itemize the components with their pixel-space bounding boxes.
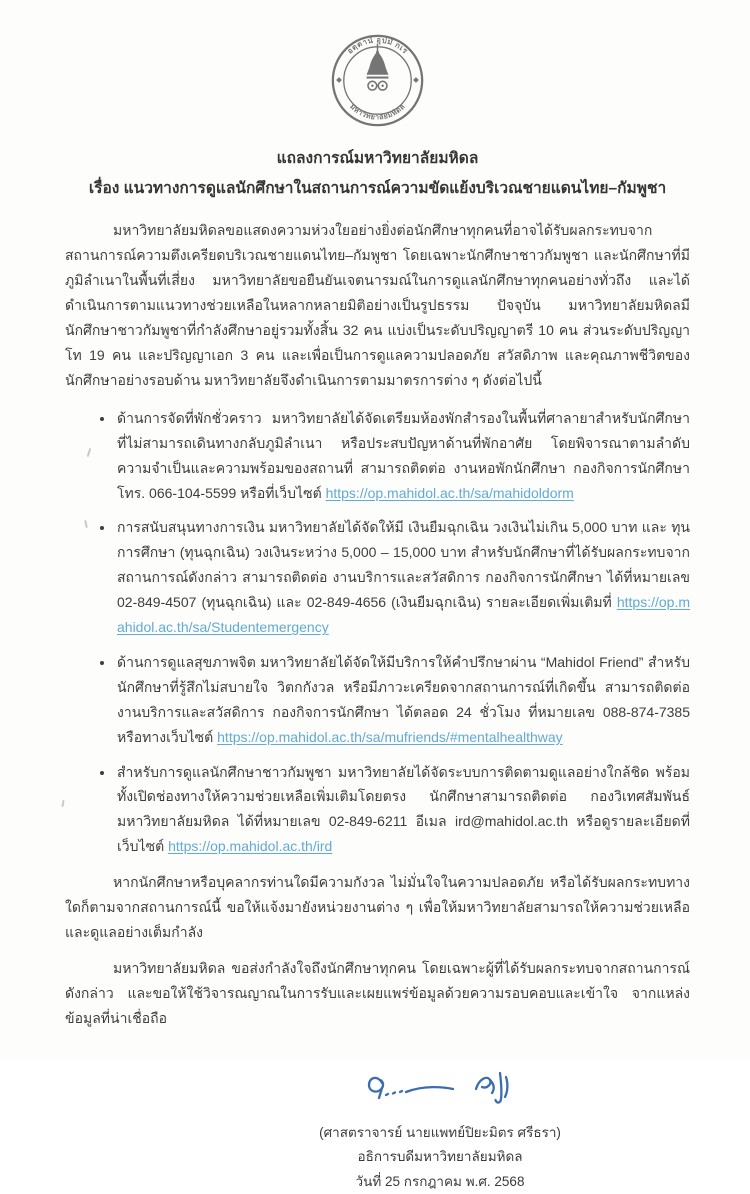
signatory-position: อธิการบดีมหาวิทยาลัยมหิดล — [357, 1149, 523, 1165]
measure-item — [115, 515, 690, 640]
mahidol-university-seal — [330, 33, 425, 128]
measure-item — [115, 760, 690, 860]
measure-item — [115, 650, 690, 750]
measure-link[interactable]: https://op.mahidol.ac.th/sa/Studentemergency — [117, 594, 691, 636]
closing-paragraph-1: หากนักศึกษาหรือบุคลากรท่านใดมีความกังวล ไม่มั่นใจในความปลอดภัย หรือได้รับผลกระทบทางใดก็ตามจากสถานการณ์นี้ ขอให้แจ้งมายังหน่วยงานต่าง ๆ เพื่อให้มหาวิทยาลัยสามารถให้ความช่วยเหลือและดูแลอย่างเต็มกำลัง — [65, 874, 690, 940]
signature-block — [275, 1061, 605, 1194]
seal-bottom-text: มหาวิทยาลัยมหิดล — [348, 101, 407, 122]
closing-paragraph-2: มหาวิทยาลัยมหิดล ขอส่งกำลังใจถึงนักศึกษาทุกคน โดยเฉพาะผู้ที่ได้รับผลกระทบจากสถานการณ์ดังกล่าว และขอให้ใช้วิจารณญาณในการรับและเผยแพร่ข้อมูลด้วยความรอบคอบและเข้าใจ จากแหล่งข้อมูลที่น่าเชื่อถือ — [65, 959, 690, 1026]
measure-text: ด้านการดูแลสุขภาพจิต มหาวิทยาลัยได้จัดให้มีบริการให้คำปรึกษาผ่าน “Mahidol Friend” สำหรับนักศึกษาที่รู้สึกไม่สบายใจ วิตกกังวล หรือมีภาวะเครียดจากสถานการณ์ที่เกิดขึ้น สามารถติดต่องานบริการและสวัสดิการ กองกิจการนักศึกษา ได้ตลอด 24 ชั่วโมง ที่หมายเลข 088-874-7385 หรือทางเว็บไซต์ — [117, 653, 690, 745]
measure-text: สำหรับการดูแลนักศึกษาชาวกัมพูชา มหาวิทยาลัยได้จัดระบบการติดตามดูแลอย่างใกล้ชิด พร้อมทั้งเปิดช่องทางให้ความช่วยเหลือเพิ่มเติมโดยตรง นักศึกษาสามารถติดต่อ กองวิเทศสัมพันธ์ มหาวิทยาลัยมหิดล ได้ที่หมายเลข 02-849-6211 อีเมล ird@mahidol.ac.th หรือดูรายละเอียดที่เว็บไซต์ — [117, 763, 690, 855]
measure-text: การสนับสนุนทางการเงิน มหาวิทยาลัยได้จัดให้มี เงินยืมฉุกเฉิน วงเงินไม่เกิน 5,000 บาท และ ทุนการศึกษา (ทุนฉุกเฉิน) วงเงินระหว่าง 5,000 – 15,000 บาท สำหรับนักศึกษาที่ได้รับผลกระทบจากสถานการณ์ดังกล่าว สามารถติดต่อ งานบริการและสวัสดิการ กองกิจการนักศึกษา ได้ที่หมายเลข 02-849-4507 (ทุนฉุกเฉิน) และ 02-849-4656 (เงินยืมฉุกเฉิน) รายละเอียดเพิ่มเติมที่ — [117, 519, 690, 611]
measure-item — [115, 406, 690, 506]
document-subject: เรื่อง แนวทางการดูแลนักศึกษาในสถานการณ์ความขัดแย้งบริเวณชายแดนไทย–กัมพูชา — [88, 180, 667, 198]
measure-link[interactable]: https://op.mahidol.ac.th/sa/mufriends/#mentalhealthway — [217, 728, 563, 745]
measures-list — [65, 406, 690, 859]
crown-icon — [367, 43, 389, 90]
intro-paragraph: มหาวิทยาลัยมหิดลขอแสดงความห่วงใยอย่างยิ่งต่อนักศึกษาทุกคนที่อาจได้รับผลกระทบจากสถานการณ์ความตึงเครียดบริเวณชายแดนไทย–กัมพูชา โดยเฉพาะนักศึกษาชาวกัมพูชา และนักศึกษาที่มีภูมิลำเนาในพื้นที่เสี่ยง มหาวิทยาลัยขอยืนยันเจตนารมณ์ในการดูแลนักศึกษาทุกคนอย่างทั่วถึง และได้ดำเนินการตามแนวทางช่วยเหลือในหลากหลายมิติอย่างเป็นรูปธรรม ปัจจุบัน มหาวิทยาลัยมหิดลมีนักศึกษาชาวกัมพูชาที่กำลังศึกษาอยู่รวมทั้งสิ้น 32 คน แบ่งเป็นระดับปริญญาตรี 10 คน ส่วนระดับปริญญาโท 19 คน และปริญญาเอก 3 คน และเพื่อเป็นการดูแลความปลอดภัย สวัสดิภาพ และคุณภาพชีวิตของนักศึกษาอย่างรอบด้าน มหาวิทยาลัยจึงดำเนินการตามมาตรการต่าง ๆ ดังต่อไปนี้ — [65, 222, 690, 388]
seal-top-text: อตฺตานํ อุปมํ กเร — [345, 35, 410, 56]
signatory-name: (ศาสตราจารย์ นายแพทย์ปิยะมิตร ศรีธรา) — [319, 1124, 561, 1140]
university-seal-icon — [330, 33, 425, 128]
document-title: แถลงการณ์มหาวิทยาลัยมหิดล — [276, 150, 479, 167]
measure-link[interactable]: https://op.mahidol.ac.th/ird — [168, 838, 333, 855]
measure-text: ด้านการจัดที่พักชั่วคราว มหาวิทยาลัยได้จัดเตรียมห้องพักสำรองในพื้นที่ศาลายาสำหรับนักศึกษาที่ไม่สามารถเดินทางกลับภูมิลำเนา หรือประสบปัญหาด้านที่พักอาศัย โดยพิจารณาตามลำดับความจำเป็นและความพร้อมของสถานที่ สามารถติดต่อ งานหอพักนักศึกษา กองกิจการนักศึกษา โทร. 066-104-5599 หรือที่เว็บไซต์ — [117, 409, 690, 501]
svg-text:มหาวิทยาลัยมหิดล — [348, 102, 407, 122]
document-date: วันที่ 25 กรกฎาคม พ.ศ. 2568 — [355, 1173, 525, 1189]
measure-link[interactable]: https://op.mahidol.ac.th/sa/mahidoldorm — [325, 484, 574, 501]
signature-handwriting-icon — [348, 1061, 533, 1119]
